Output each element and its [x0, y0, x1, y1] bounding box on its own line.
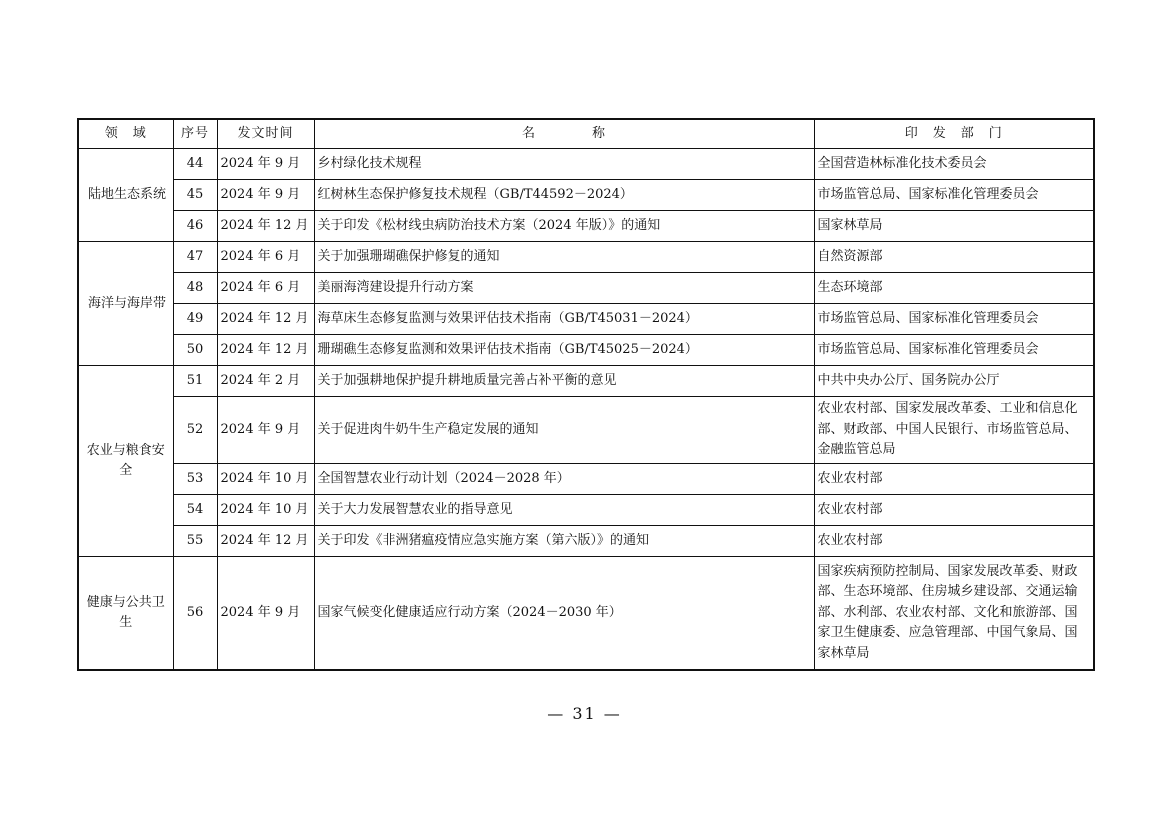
date-cell: 2024 年 9 月: [217, 180, 314, 211]
domain-cell: [78, 366, 173, 557]
dept-cell: 农业农村部: [814, 464, 1094, 495]
header-dept: 印 发 部 门: [814, 119, 1094, 149]
table-row: [78, 273, 1094, 304]
name-cell: 关于印发《非洲猪瘟疫情应急实施方案（第六版）》的通知: [314, 526, 814, 557]
index-cell: 48: [173, 273, 217, 304]
index-cell: 46: [173, 211, 217, 242]
dept-cell: 市场监管总局、国家标准化管理委员会: [814, 180, 1094, 211]
table-row: [78, 495, 1094, 526]
domain-label: 海洋与海岸带: [87, 295, 166, 311]
domain-label: 陆地生态系统: [87, 187, 166, 202]
date-cell: 2024 年 10 月: [217, 495, 314, 526]
table-row: [78, 557, 1094, 671]
index-cell: 45: [173, 180, 217, 211]
domain-label: 农业与粮食安全: [86, 443, 165, 478]
index-cell: 52: [173, 397, 217, 464]
name-cell: 关于加强珊瑚礁保护修复的通知: [314, 242, 814, 273]
index-cell: 51: [173, 366, 217, 397]
name-cell: 红树林生态保护修复技术规程（GB/T44592－2024）: [314, 180, 814, 211]
header-date: 发文时间: [217, 119, 314, 149]
header-index: 序号: [173, 119, 217, 149]
dept-cell: 国家林草局: [814, 211, 1094, 242]
domain-cell: [78, 242, 173, 366]
index-cell: 49: [173, 304, 217, 335]
dept-cell: 国家疾病预防控制局、国家发展改革委、财政部、生态环境部、住房城乡建设部、交通运输部、水利部、农业农村部、文化和旅游部、国家卫生健康委、应急管理部、中国气象局、国家林草局: [814, 557, 1094, 671]
date-cell: 2024 年 9 月: [217, 397, 314, 464]
name-cell: 关于印发《松材线虫病防治技术方案（2024 年版）》的通知: [314, 211, 814, 242]
name-cell: 珊瑚礁生态修复监测和效果评估技术指南（GB/T45025－2024）: [314, 335, 814, 366]
dept-cell: 农业农村部: [814, 526, 1094, 557]
table-row: [78, 304, 1094, 335]
date-cell: 2024 年 10 月: [217, 464, 314, 495]
date-cell: 2024 年 12 月: [217, 335, 314, 366]
date-cell: 2024 年 2 月: [217, 366, 314, 397]
name-cell: 乡村绿化技术规程: [314, 149, 814, 180]
index-cell: 44: [173, 149, 217, 180]
date-cell: 2024 年 6 月: [217, 242, 314, 273]
name-cell: 关于大力发展智慧农业的指导意见: [314, 495, 814, 526]
table-row: [78, 526, 1094, 557]
index-cell: 50: [173, 335, 217, 366]
domain-cell: [78, 557, 173, 671]
date-cell: 2024 年 12 月: [217, 211, 314, 242]
table-header-row: [78, 119, 1094, 149]
index-cell: 54: [173, 495, 217, 526]
date-cell: 2024 年 9 月: [217, 149, 314, 180]
dept-cell: 全国营造林标准化技术委员会: [814, 149, 1094, 180]
name-cell: 全国智慧农业行动计划（2024－2028 年）: [314, 464, 814, 495]
name-cell: 海草床生态修复监测与效果评估技术指南（GB/T45031－2024）: [314, 304, 814, 335]
dept-cell: 市场监管总局、国家标准化管理委员会: [814, 335, 1094, 366]
dept-cell: 市场监管总局、国家标准化管理委员会: [814, 304, 1094, 335]
page-number: — 31 —: [547, 704, 622, 723]
header-domain: 领 域: [78, 119, 173, 149]
name-cell: 关于促进肉牛奶牛生产稳定发展的通知: [314, 397, 814, 464]
dept-cell: 自然资源部: [814, 242, 1094, 273]
name-cell: 关于加强耕地保护提升耕地质量完善占补平衡的意见: [314, 366, 814, 397]
dept-cell: 农业农村部: [814, 495, 1094, 526]
date-cell: 2024 年 9 月: [217, 557, 314, 671]
domain-label: 健康与公共卫生: [86, 595, 165, 630]
date-cell: 2024 年 12 月: [217, 304, 314, 335]
policy-table: [77, 118, 1095, 671]
table-row: [78, 149, 1094, 180]
table-row: [78, 335, 1094, 366]
index-cell: 56: [173, 557, 217, 671]
table-row: [78, 464, 1094, 495]
table-row: [78, 397, 1094, 464]
index-cell: 53: [173, 464, 217, 495]
dept-cell: 农业农村部、国家发展改革委、工业和信息化部、财政部、中国人民银行、市场监管总局、金融监管总局: [814, 397, 1094, 464]
header-name: 名 称: [314, 119, 814, 149]
date-cell: 2024 年 12 月: [217, 526, 314, 557]
table-row: [78, 242, 1094, 273]
domain-cell: [78, 149, 173, 242]
table-row: [78, 211, 1094, 242]
index-cell: 47: [173, 242, 217, 273]
date-cell: 2024 年 6 月: [217, 273, 314, 304]
name-cell: 美丽海湾建设提升行动方案: [314, 273, 814, 304]
dept-cell: 生态环境部: [814, 273, 1094, 304]
table-row: [78, 366, 1094, 397]
index-cell: 55: [173, 526, 217, 557]
dept-cell: 中共中央办公厅、国务院办公厅: [814, 366, 1094, 397]
table-row: [78, 180, 1094, 211]
name-cell: 国家气候变化健康适应行动方案（2024－2030 年）: [314, 557, 814, 671]
